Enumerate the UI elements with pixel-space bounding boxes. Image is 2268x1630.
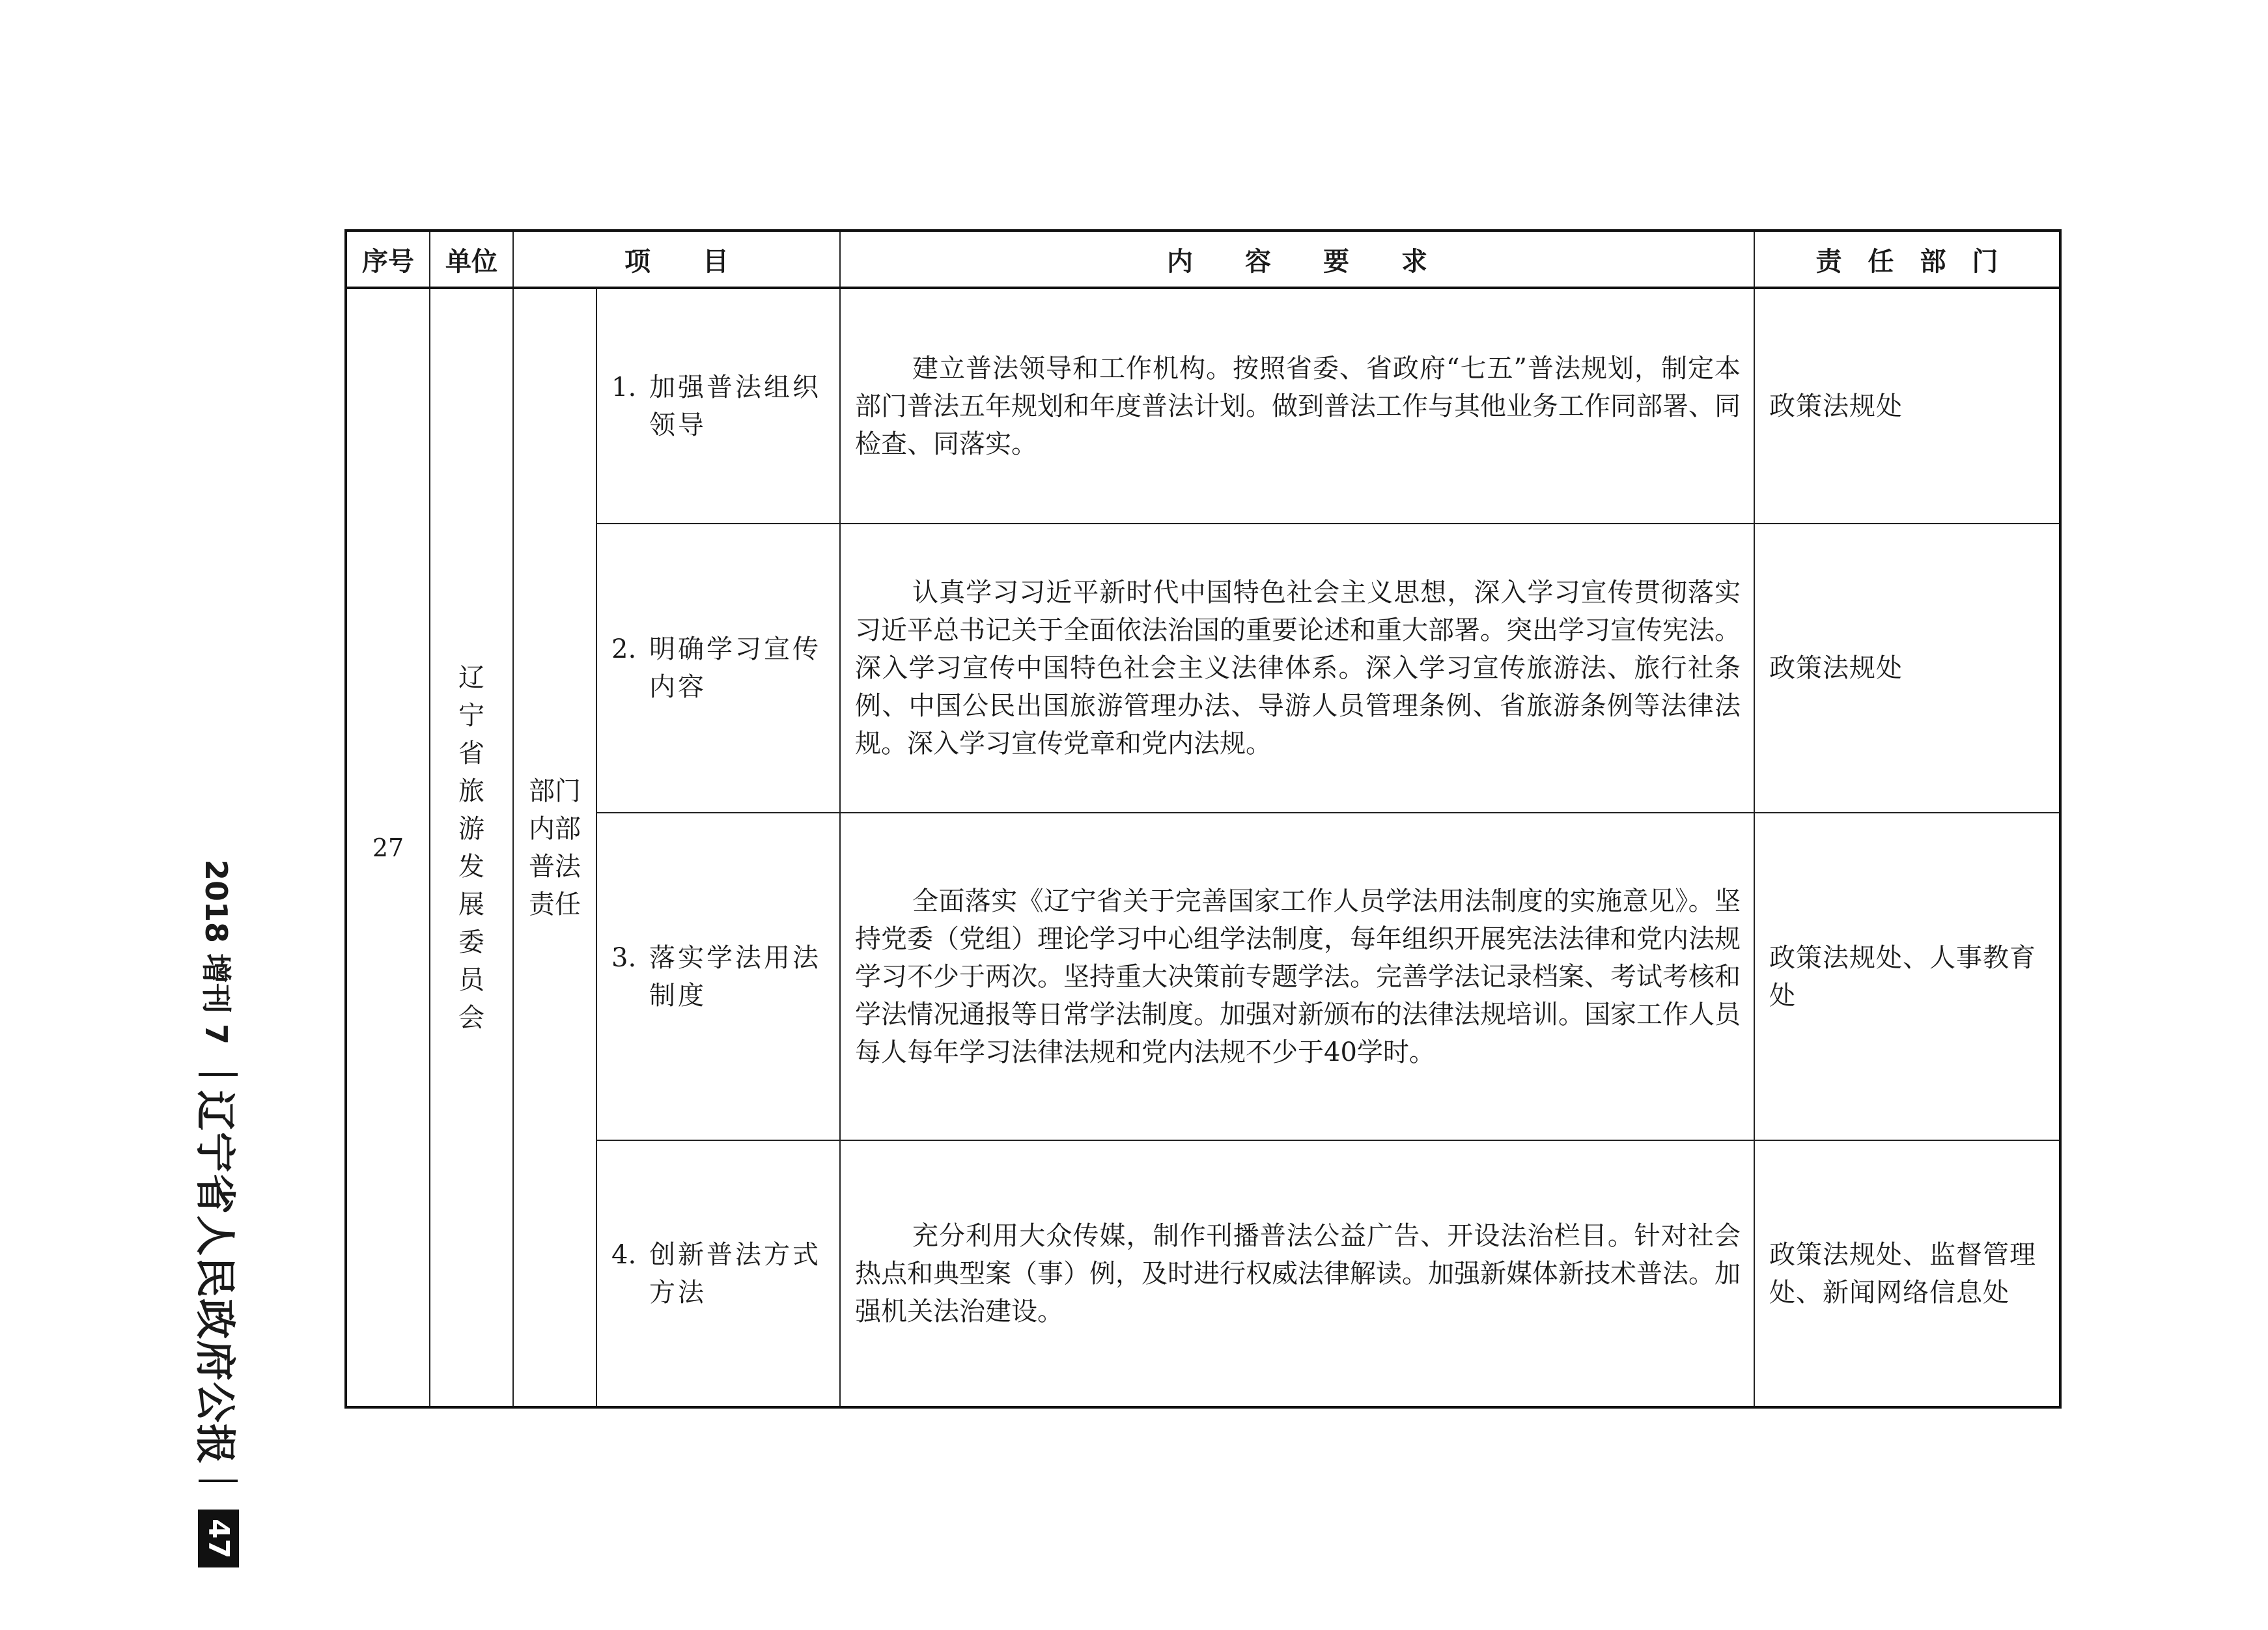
item-cell	[596, 288, 840, 524]
content-text: 充分利用大众传媒，制作刊播普法公益广告、开设法治栏目。针对社会热点和典型案（事）例，及时进行权威法律解读。加强新媒体新技术普法。加强机关法治建设。	[855, 1220, 1741, 1327]
running-header-line	[189, 860, 247, 1567]
item-cell	[596, 524, 840, 813]
dept-cell: 政策法规处、人事教育处	[1754, 813, 2060, 1140]
running-header	[191, 860, 300, 1559]
unit-vertical-text	[430, 659, 512, 1037]
unit-char: 委	[458, 927, 484, 957]
dept-cell: 政策法规处	[1754, 524, 2060, 813]
content-text: 建立普法领导和工作机构。按照省委、省政府“七五”普法规划，制定本部门普法五年规划和年度普法计划。做到普法工作与其他业务工作同部署、同检查、同落实。	[855, 353, 1741, 459]
table-row	[346, 813, 2060, 1140]
unit-char: 宁	[458, 700, 484, 731]
law-education-table	[344, 229, 2062, 1409]
header-seq: 序号	[346, 231, 430, 288]
row-seq: 27	[346, 288, 430, 1407]
unit-char: 旅	[458, 776, 484, 806]
item-title: 创新普法方式方法	[649, 1239, 821, 1308]
category-line: 部门	[529, 776, 581, 806]
dept-cell: 政策法规处、监督管理处、新闻网络信息处	[1754, 1140, 2060, 1407]
unit-char: 员	[458, 964, 484, 995]
unit-char: 展	[458, 889, 484, 920]
content-cell	[840, 288, 1754, 524]
row-category	[513, 288, 596, 1407]
content-cell	[840, 813, 1754, 1140]
item-title: 落实学法用法制度	[649, 942, 821, 1011]
item-cell	[596, 1140, 840, 1407]
journal-title: 辽宁省人民政府公报	[191, 1090, 239, 1466]
table-row	[346, 1140, 2060, 1407]
content-cell	[840, 524, 1754, 813]
item-title: 明确学习宣传内容	[649, 634, 821, 702]
header-unit: 单位	[430, 231, 513, 288]
category-line: 内部	[529, 813, 581, 844]
unit-char: 发	[458, 851, 484, 882]
category-line: 责任	[529, 889, 581, 920]
row-unit	[430, 288, 513, 1407]
item-number: 2.	[611, 634, 637, 664]
item-number: 4.	[611, 1239, 637, 1270]
issue-label: 2018 增刊 7	[199, 860, 234, 1045]
item-title: 加强普法组织领导	[649, 372, 821, 440]
content-cell	[840, 1140, 1754, 1407]
unit-char: 会	[458, 1002, 484, 1033]
content-text: 认真学习习近平新时代中国特色社会主义思想，深入学习宣传贯彻落实习近平总书记关于全面依法治国的重要论述和重大部署。突出学习宣传宪法。深入学习宣传中国特色社会主义法律体系。深入学习宣传旅游法、旅行社条例、中国公民出国旅游管理办法、导游人员管理条例、省旅游条例等法律法规。深入学习宣传党章和党内法规。	[855, 578, 1741, 759]
content-text: 全面落实《辽宁省关于完善国家工作人员学法用法制度的实施意见》。坚持党委（党组）理论学习中心组学法制度，每年组织开展宪法法律和党内法规学习不少于两次。坚持重大决策前专题学法。完善学法记录档案、考试考核和学法情况通报等日常学法制度。加强对新颁布的法律法规培训。国家工作人员每人每年学习法律法规和党内法规不少于40学时。	[855, 886, 1741, 1067]
table-row	[346, 288, 2060, 524]
header-divider	[199, 1480, 238, 1482]
item-number: 3.	[611, 942, 637, 973]
table-header-row	[346, 231, 2060, 288]
header-content: 内 容 要 求	[840, 231, 1754, 288]
header-dept: 责 任 部 门	[1754, 231, 2060, 288]
table-row	[346, 524, 2060, 813]
page-number: 47	[198, 1510, 239, 1567]
header-item: 项 目	[513, 231, 840, 288]
unit-char: 省	[458, 738, 484, 768]
item-cell	[596, 813, 840, 1140]
unit-char: 辽	[458, 662, 484, 693]
dept-cell: 政策法规处	[1754, 288, 2060, 524]
unit-char: 游	[458, 813, 484, 844]
item-number: 1.	[611, 372, 637, 402]
category-line: 普法	[529, 851, 581, 882]
header-divider	[199, 1073, 238, 1076]
